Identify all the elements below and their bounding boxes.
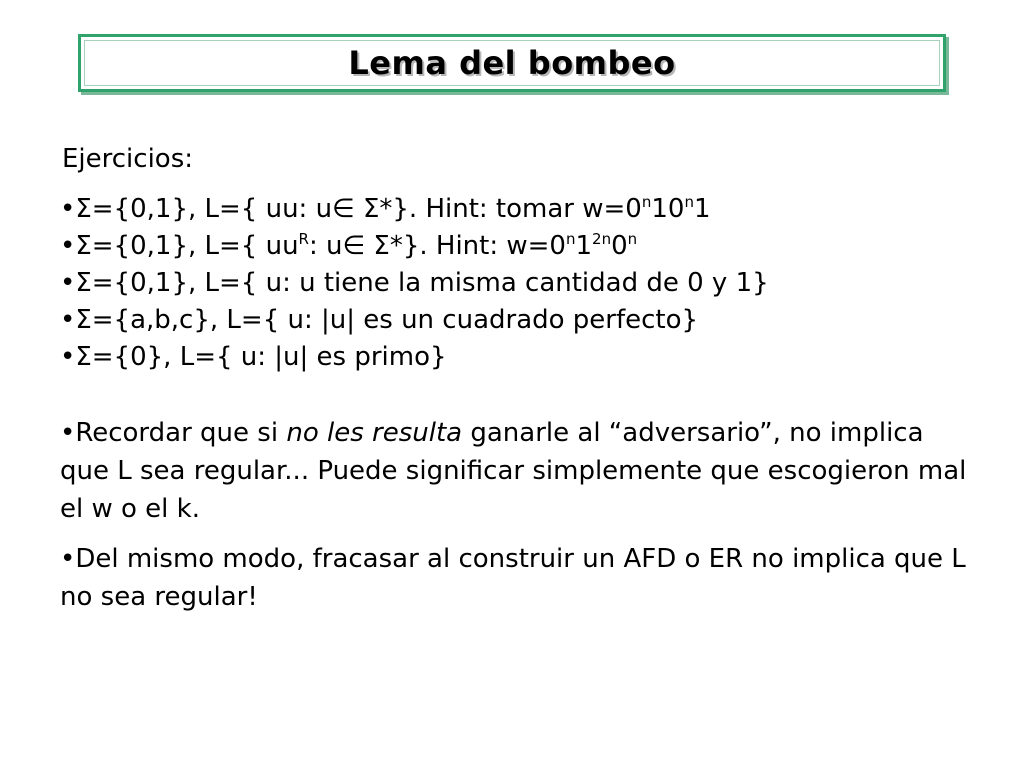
exercises-heading: Ejercicios:: [62, 144, 194, 174]
exercise-item-1: •Σ={0,1}, L={ uu: u∈ Σ*}. Hint: tomar $w=0^n10^n1$: [60, 192, 711, 224]
slide-body: [60, 143, 980, 616]
exercise-item-4: •Σ={a,b,c}, L={ u: |u| es un cuadrado perfecto}: [60, 304, 699, 335]
exercise-item-3: •Σ={0,1}, L={ u: u tiene la misma cantidad de 0 y 1}: [60, 267, 769, 298]
exercise-item-5: •Σ={0}, L={ u: |u| es primo}: [60, 341, 447, 372]
title-box: [78, 34, 946, 92]
exercise-list: [60, 191, 980, 376]
slide-title: Lema del bombeo: [348, 44, 676, 82]
note-del-mismo-modo: •Del mismo modo, fracasar al construir un AFD o ER no implica que L no sea regular!: [60, 543, 966, 612]
exercise-item-2: •Σ={0,1}, L={ $uu^R$: u∈ Σ*}. Hint: $w=0^n1^{2n}0^n$: [60, 229, 638, 261]
note-recordar: •Recordar que si no les resulta ganarle al “adversario”, no implica que L sea regular... Puede significar simplemente que escogieron mal el w o el k.: [60, 417, 967, 524]
